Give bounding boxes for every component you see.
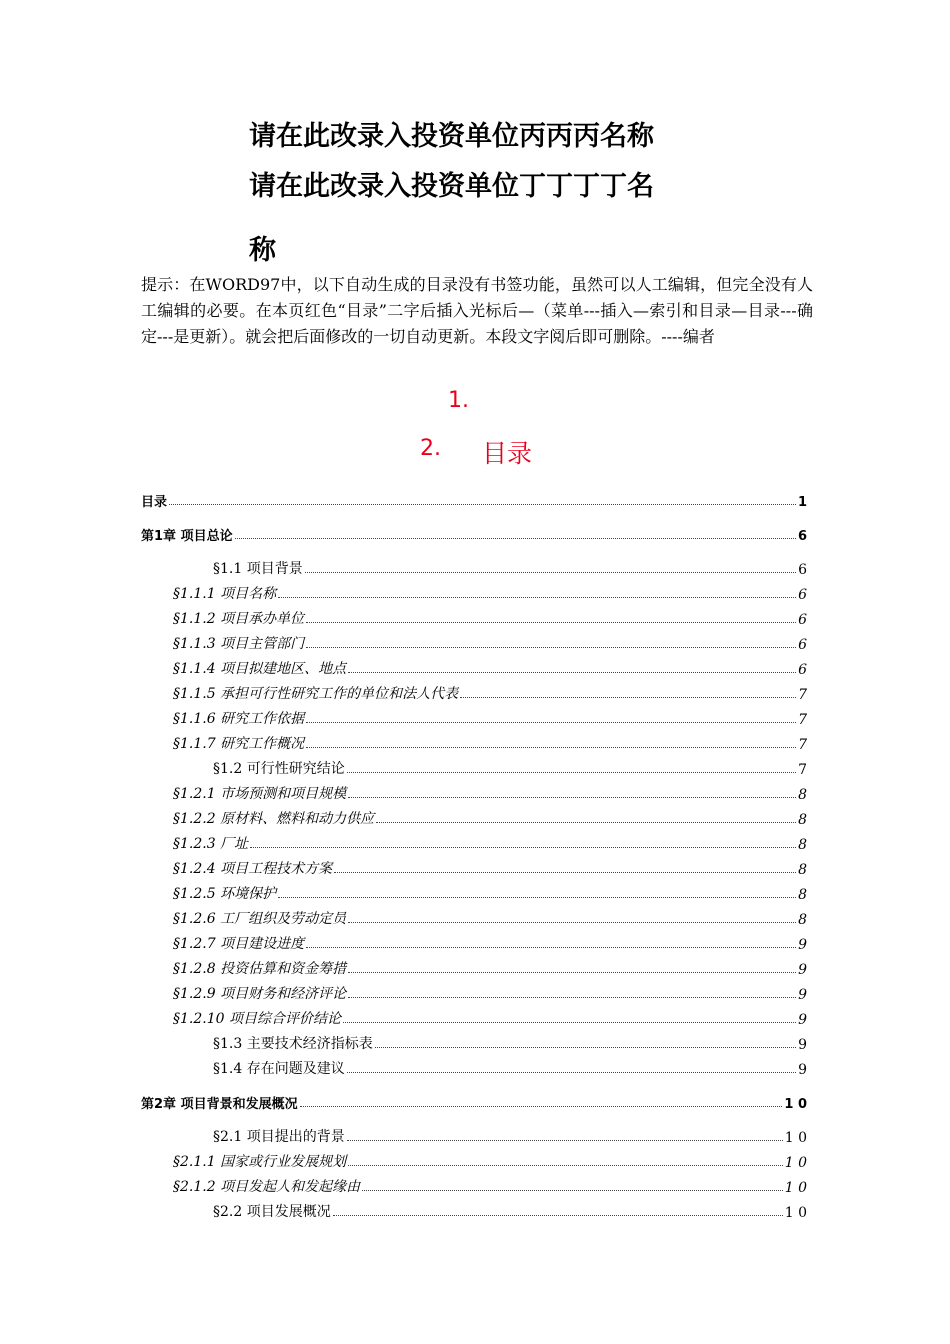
heading-1-number: 1. (448, 388, 469, 413)
toc-entry-label: §1.2.4 项目工程技术方案 (173, 861, 333, 877)
toc-entry-label: §1.2.8 投资估算和资金筹措 (173, 961, 347, 977)
toc-dot-leader (306, 721, 796, 723)
toc-entry[interactable] (141, 486, 807, 510)
toc-entry-page: 1 0 (784, 1155, 807, 1171)
toc-entry-label: §2.1.1 国家或行业发展规划 (173, 1154, 347, 1170)
toc-dot-leader (362, 1189, 783, 1191)
toc-entry[interactable] (141, 1172, 807, 1196)
toc-entry[interactable] (141, 1147, 807, 1171)
toc-entry-label: §1.1.3 项目主管部门 (173, 636, 305, 652)
toc-entry[interactable] (141, 929, 807, 953)
toc-entry-page: 8 (798, 887, 807, 903)
toc-entry-page: 7 (798, 712, 807, 728)
toc-entry-label: §1.1.6 研究工作依据 (173, 711, 305, 727)
toc-entry[interactable] (141, 729, 807, 753)
toc-entry[interactable] (141, 1004, 807, 1028)
toc-entry-label: §2.2 项目发展概况 (213, 1204, 331, 1220)
toc-dot-leader (235, 537, 796, 539)
toc-entry-page: 8 (798, 862, 807, 878)
toc-entry-page: 8 (798, 837, 807, 853)
toc-entry-label: §2.1.2 项目发起人和发起缘由 (173, 1179, 361, 1195)
toc-entry-page: 9 (798, 937, 807, 953)
toc-entry-label: §1.2 可行性研究结论 (213, 761, 345, 777)
toc-dot-leader (306, 646, 796, 648)
toc-entry[interactable] (141, 1054, 807, 1078)
toc-entry[interactable] (141, 1029, 807, 1053)
toc-entry-page: 8 (798, 812, 807, 828)
toc-dot-leader (278, 896, 796, 898)
toc-entry-page: 7 (798, 687, 807, 703)
toc-entry-label: §2.1 项目提出的背景 (213, 1129, 345, 1145)
toc-entry-label: §1.1.2 项目承办单位 (173, 611, 305, 627)
tip-paragraph: 提示：在WORD97中，以下自动生成的目录没有书签功能，虽然可以人工编辑，但完全没有人工编辑的必要。在本页红色“目录”二字后插入光标后—（菜单---插入—索引和目录—目录---确定---是更新）。就会把后面修改的一切自动更新。本段文字阅后即可删除。----编者 (141, 275, 813, 346)
toc-entry-page: 9 (798, 1037, 807, 1053)
title-line-1: 请在此改录入投资单位丙丙丙名称 (249, 121, 654, 152)
toc-entry-label: §1.1.4 项目拟建地区、地点 (173, 661, 347, 677)
toc-dot-leader (348, 921, 796, 923)
title-line-3: 称 (249, 235, 276, 266)
toc-entry-label: §1.2.5 环境保护 (173, 886, 277, 902)
toc-entry[interactable] (141, 604, 807, 628)
toc-entry-label: 目录 (141, 495, 168, 510)
toc-dot-leader (306, 621, 796, 623)
toc-entry-page: 1 0 (784, 1180, 807, 1196)
toc-entry-page: 9 (798, 962, 807, 978)
toc-dot-leader (306, 946, 796, 948)
toc-entry-label: §1.1 项目背景 (213, 561, 303, 577)
toc-dot-leader (333, 1214, 783, 1216)
toc-entry-page: 6 (798, 637, 807, 653)
toc-entry[interactable] (141, 954, 807, 978)
toc-entry[interactable] (141, 754, 807, 778)
toc-entry-label: 第1章 项目总论 (141, 529, 233, 544)
toc-dot-leader (250, 846, 796, 848)
toc-entry[interactable] (141, 654, 807, 678)
toc-entry-label: §1.1.7 研究工作概况 (173, 736, 305, 752)
toc-entry-page: 9 (798, 987, 807, 1003)
toc-entry-label: §1.1.1 项目名称 (173, 586, 277, 602)
toc-dot-leader (169, 503, 796, 505)
toc-dot-leader (278, 596, 796, 598)
toc-dot-leader (460, 696, 796, 698)
toc-entry[interactable] (141, 854, 807, 878)
toc-entry[interactable] (141, 879, 807, 903)
toc-entry-label: §1.2.9 项目财务和经济评论 (173, 986, 347, 1002)
toc-entry-label: §1.2.10 项目综合评价结论 (173, 1011, 341, 1027)
toc-entry-label: §1.2.2 原材料、燃料和动力供应 (173, 811, 375, 827)
toc-entry-page: 9 (798, 1012, 807, 1028)
toc-dot-leader (347, 1139, 783, 1141)
toc-entry-page: 1 0 (784, 1130, 807, 1146)
toc-entry[interactable] (141, 904, 807, 928)
toc-entry[interactable] (141, 704, 807, 728)
toc-entry[interactable] (141, 554, 807, 578)
toc-dot-leader (375, 1046, 796, 1048)
toc-entry[interactable] (141, 579, 807, 603)
toc-dot-leader (343, 1021, 796, 1023)
toc-entry[interactable] (141, 679, 807, 703)
toc-entry-page: 9 (798, 1062, 807, 1078)
toc-entry-page: 6 (798, 612, 807, 628)
toc-entry-label: §1.4 存在问题及建议 (213, 1061, 345, 1077)
toc-entry-label: §1.2.6 工厂组织及劳动定员 (173, 911, 347, 927)
toc-dot-leader (347, 1071, 796, 1073)
toc-entry[interactable] (141, 1088, 807, 1112)
toc-entry-page: 6 (797, 529, 807, 544)
toc-dot-leader (348, 1164, 783, 1166)
toc-entry-page: 1 (797, 495, 807, 510)
toc-entry-label: §1.2.3 厂址 (173, 836, 249, 852)
toc-entry[interactable] (141, 979, 807, 1003)
heading-2-number: 2. (420, 436, 441, 461)
toc-entry-page: 6 (798, 562, 807, 578)
toc-dot-leader (305, 571, 796, 573)
toc-entry-page: 6 (798, 662, 807, 678)
toc-entry[interactable] (141, 1122, 807, 1146)
toc-dot-leader (348, 971, 796, 973)
title-line-2: 请在此改录入投资单位丁丁丁丁名 (249, 171, 654, 202)
toc-entry-label: §1.3 主要技术经济指标表 (213, 1036, 373, 1052)
toc-dot-leader (306, 746, 796, 748)
toc-entry-label: §1.2.7 项目建设进度 (173, 936, 305, 952)
toc-entry-label: §1.2.1 市场预测和项目规模 (173, 786, 347, 802)
toc-entry-page: 7 (798, 762, 807, 778)
toc-entry[interactable] (141, 629, 807, 653)
toc-entry[interactable] (141, 779, 807, 803)
heading-2-text: 目录 (482, 439, 533, 468)
toc-dot-leader (347, 771, 796, 773)
toc-entry-page: 7 (798, 737, 807, 753)
toc-entry-page: 6 (798, 587, 807, 603)
toc-entry-page: 1 0 (784, 1205, 807, 1221)
toc-entry-page: 1 0 (784, 1097, 807, 1112)
toc-entry[interactable] (141, 804, 807, 828)
toc-dot-leader (300, 1105, 783, 1107)
toc-dot-leader (376, 821, 796, 823)
toc-entry-page: 8 (798, 787, 807, 803)
toc-entry[interactable] (141, 1197, 807, 1221)
toc-dot-leader (348, 671, 796, 673)
toc-entry-label: 第2章 项目背景和发展概况 (141, 1097, 298, 1112)
toc-entry[interactable] (141, 829, 807, 853)
toc-dot-leader (348, 796, 796, 798)
toc-dot-leader (334, 871, 796, 873)
toc-entry[interactable] (141, 520, 807, 544)
toc-entry-label: §1.1.5 承担可行性研究工作的单位和法人代表 (173, 686, 459, 702)
toc-entry-page: 8 (798, 912, 807, 928)
toc-dot-leader (348, 996, 796, 998)
